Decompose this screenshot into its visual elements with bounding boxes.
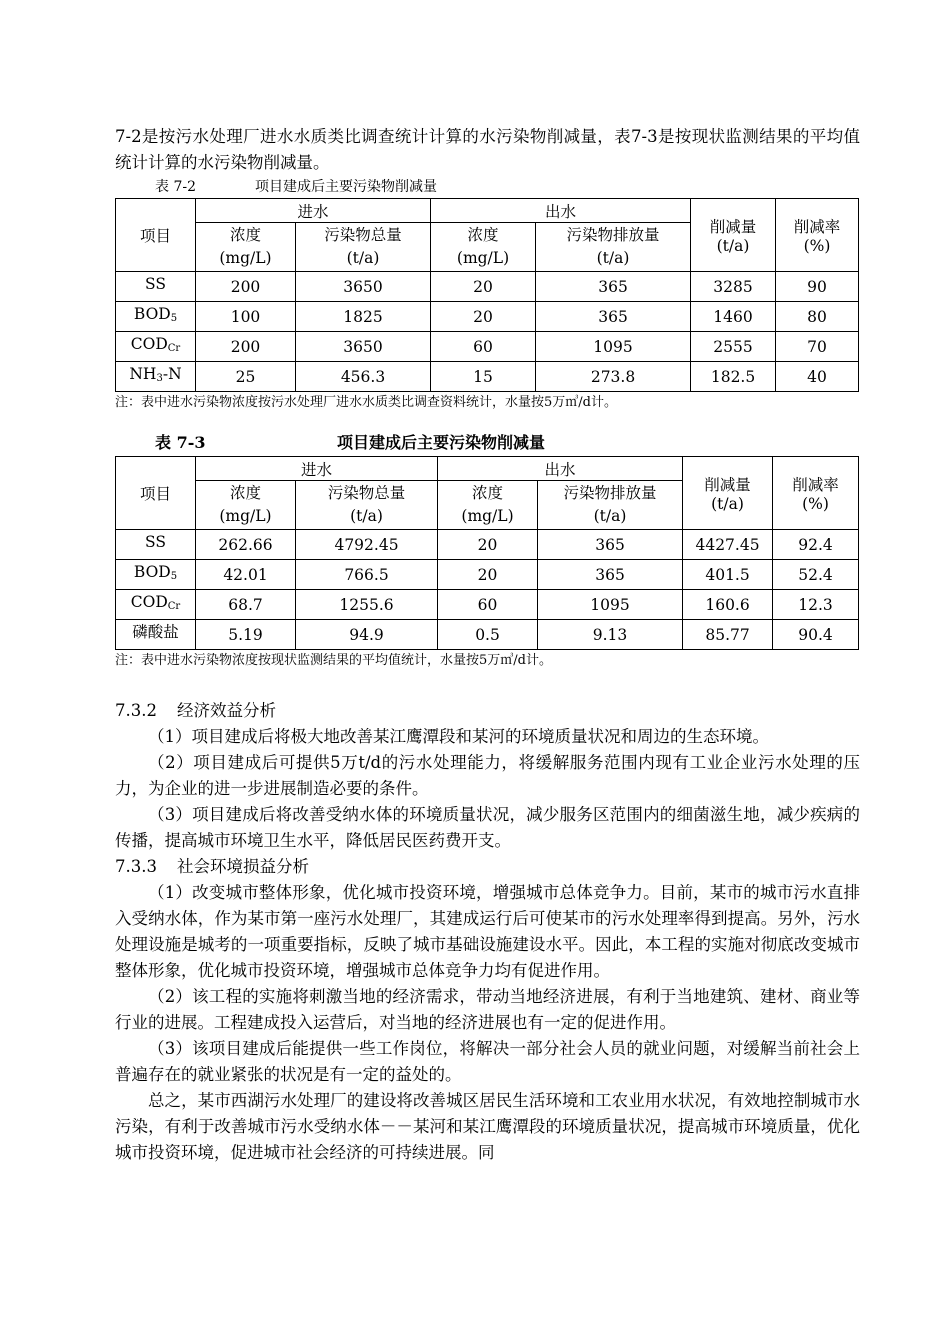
row-name: $NH_3-N$ <box>116 362 196 392</box>
row-name: $COD_{Cr}$ <box>116 590 196 620</box>
cell-reduction: 2555 <box>691 332 776 362</box>
cell-in-conc: 100 <box>196 302 296 332</box>
table-7-3-note: 注：表中进水污染物浓度按现状监测结果的平均值统计，水量按5万㎥/d计。 <box>115 653 552 668</box>
cell-in-conc: 200 <box>196 272 296 302</box>
cell-out-conc: 60 <box>431 332 536 362</box>
table-7-2-note: 注：表中进水污染物浓度按污水处理厂进水水质类比调查资料统计，水量按5万㎥/d计。 <box>115 395 617 410</box>
cell-out-conc: 20 <box>438 560 538 590</box>
section-7-3-2-paragraph: （1）项目建成后将极大地改善某江鹰潭段和某河的环境质量状况和周边的生态环境。 <box>148 727 769 746</box>
cell-out-total: 365 <box>536 272 691 302</box>
cell-out-conc: 60 <box>438 590 538 620</box>
section-heading-7-3-2: 7.3.2 经济效益分析 <box>115 701 276 720</box>
cell-out-total: 273.8 <box>536 362 691 392</box>
table-row <box>116 332 859 362</box>
header-reduction: 削减量 (t/a) <box>691 199 776 272</box>
cell-reduction: 160.6 <box>683 590 773 620</box>
cell-rate: 80 <box>776 302 859 332</box>
header-rate: 削减率 (%) <box>773 457 859 530</box>
header-reduction: 削减量 (t/a) <box>683 457 773 530</box>
header-out-conc: 浓度 (mg/L) <box>431 223 536 272</box>
cell-in-total: 4792.45 <box>296 530 438 560</box>
header-inflow: 进水 <box>196 199 431 223</box>
cell-rate: 12.3 <box>773 590 859 620</box>
header-in-total: 污染物总量 (t/a) <box>296 481 438 530</box>
header-in-conc: 浓度 (mg/L) <box>196 223 296 272</box>
cell-reduction: 4427.45 <box>683 530 773 560</box>
section-7-3-3-paragraph: 总之，某市西湖污水处理厂的建设将改善城区居民生活环境和工农业用水状况，有效地控制城市水污染，有利于改善城市污水受纳水体－－某河和某江鹰潭段的环境质量状况，提高城市环境质量，优化城市投资环境，促进城市社会经济的可持续进展。同 <box>115 1091 860 1162</box>
cell-reduction: 401.5 <box>683 560 773 590</box>
table-row <box>116 272 859 302</box>
header-out-conc: 浓度 (mg/L) <box>438 481 538 530</box>
table-7-3-caption <box>115 430 860 456</box>
cell-rate: 92.4 <box>773 530 859 560</box>
cell-in-total: 3650 <box>296 332 431 362</box>
cell-in-total: 1255.6 <box>296 590 438 620</box>
cell-in-conc: 262.66 <box>196 530 296 560</box>
table-row <box>116 362 859 392</box>
table-7-3-caption-number: 表 7-3 <box>155 433 206 452</box>
table-7-2 <box>115 198 859 392</box>
header-item: 项目 <box>116 199 196 272</box>
cell-out-conc: 0.5 <box>438 620 538 650</box>
section-7-3-3-paragraph: （1）改变城市整体形象，优化城市投资环境，增强城市总体竞争力。目前，某市的城市污水直排入受纳水体，作为某市第一座污水处理厂，其建成运行后可使某市的污水处理率得到提高。另外，污水处理设施是城考的一项重要指标，反映了城市基础设施建设水平。因此，本工程的实施对彻底改变城市整体形象，优化城市投资环境，增强城市总体竞争力均有促进作用。 <box>115 883 860 980</box>
cell-out-conc: 20 <box>438 530 538 560</box>
cell-in-total: 3650 <box>296 272 431 302</box>
header-out-discharge: 污染物排放量 (t/a) <box>536 223 691 272</box>
section-7-3-2-paragraph: （2）项目建成后可提供5万t/d的污水处理能力，将缓解服务范围内现有工业企业污水处理的压力，为企业的进一步进展制造必要的条件。 <box>115 753 860 798</box>
header-in-total: 污染物总量 (t/a) <box>296 223 431 272</box>
table-row <box>116 590 859 620</box>
row-name: SS <box>116 530 196 560</box>
cell-out-total: 1095 <box>538 590 683 620</box>
section-7-3-3-paragraph: （3）该项目建成后能提供一些工作岗位，将解决一部分社会人员的就业问题，对缓解当前社会上普遍存在的就业紧张的状况是有一定的益处的。 <box>115 1039 860 1084</box>
row-name: $BOD_5$ <box>116 302 196 332</box>
table-7-2-caption-title: 项目建成后主要污染物削减量 <box>255 179 437 195</box>
row-name: $COD_{Cr}$ <box>116 332 196 362</box>
cell-rate: 40 <box>776 362 859 392</box>
cell-reduction: 1460 <box>691 302 776 332</box>
cell-in-conc: 200 <box>196 332 296 362</box>
cell-out-conc: 15 <box>431 362 536 392</box>
row-name: SS <box>116 272 196 302</box>
cell-in-conc: 68.7 <box>196 590 296 620</box>
cell-out-conc: 20 <box>431 272 536 302</box>
table-7-3 <box>115 456 859 650</box>
row-name: 磷酸盐 <box>116 620 196 650</box>
cell-out-conc: 20 <box>431 302 536 332</box>
table-row <box>116 530 859 560</box>
intro-paragraph: 7-2是按污水处理厂进水水质类比调查统计计算的水污染物削减量，表7-3是按现状监测结果的平均值统计计算的水污染物削减量。 <box>115 127 860 172</box>
cell-in-total: 94.9 <box>296 620 438 650</box>
cell-in-conc: 5.19 <box>196 620 296 650</box>
section-heading-7-3-3: 7.3.3 社会环境损益分析 <box>115 857 309 876</box>
cell-out-total: 1095 <box>536 332 691 362</box>
cell-out-total: 365 <box>536 302 691 332</box>
table-7-2-caption-number: 表 7-2 <box>155 179 196 195</box>
cell-reduction: 3285 <box>691 272 776 302</box>
header-out-discharge: 污染物排放量 (t/a) <box>538 481 683 530</box>
cell-in-conc: 25 <box>196 362 296 392</box>
header-rate: 削减率 (%) <box>776 199 859 272</box>
header-outflow: 出水 <box>431 199 691 223</box>
cell-rate: 90 <box>776 272 859 302</box>
table-7-2-caption <box>115 176 860 198</box>
table-7-3-caption-title: 项目建成后主要污染物削减量 <box>337 433 546 452</box>
document-page <box>115 124 860 1166</box>
cell-rate: 52.4 <box>773 560 859 590</box>
table-row <box>116 302 859 332</box>
cell-out-total: 9.13 <box>538 620 683 650</box>
cell-out-total: 365 <box>538 560 683 590</box>
table-row <box>116 560 859 590</box>
cell-in-total: 1825 <box>296 302 431 332</box>
cell-out-total: 365 <box>538 530 683 560</box>
header-outflow: 出水 <box>438 457 683 481</box>
table-row <box>116 620 859 650</box>
cell-in-total: 456.3 <box>296 362 431 392</box>
header-in-conc: 浓度 (mg/L) <box>196 481 296 530</box>
header-item: 项目 <box>116 457 196 530</box>
cell-reduction: 85.77 <box>683 620 773 650</box>
cell-in-total: 766.5 <box>296 560 438 590</box>
cell-rate: 90.4 <box>773 620 859 650</box>
section-7-3-3-paragraph: （2）该工程的实施将刺激当地的经济需求，带动当地经济进展，有利于当地建筑、建材、商业等行业的进展。工程建成投入运营后，对当地的经济进展也有一定的促进作用。 <box>115 987 860 1032</box>
header-inflow: 进水 <box>196 457 438 481</box>
cell-rate: 70 <box>776 332 859 362</box>
cell-in-conc: 42.01 <box>196 560 296 590</box>
row-name: $BOD_5$ <box>116 560 196 590</box>
cell-reduction: 182.5 <box>691 362 776 392</box>
section-7-3-2-paragraph: （3）项目建成后将改善受纳水体的环境质量状况，减少服务区范围内的细菌滋生地，减少疾病的传播，提高城市环境卫生水平，降低居民医药费开支。 <box>115 805 860 850</box>
